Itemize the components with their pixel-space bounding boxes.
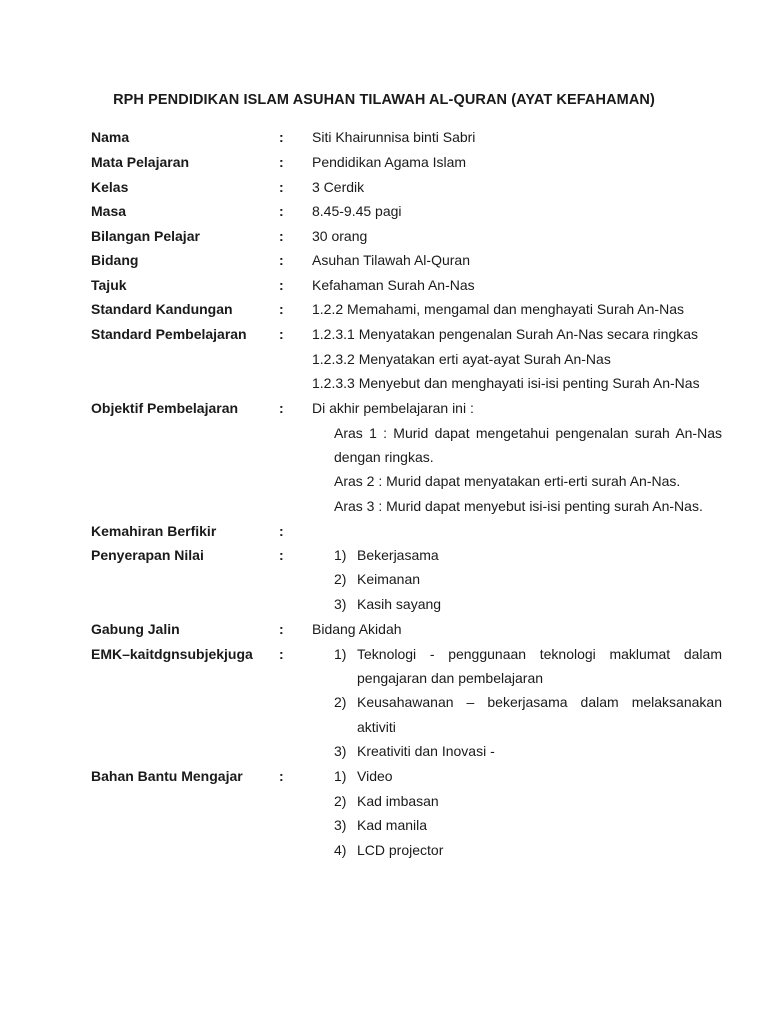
page-title: RPH PENDIDIKAN ISLAM ASUHAN TILAWAH AL-QURAN (AYAT KEFAHAMAN) [113, 92, 655, 108]
field-label: Mata Pelajaran [91, 154, 190, 170]
field-separator: : [279, 154, 284, 170]
list-row [0, 718, 768, 742]
field-bidang [0, 251, 768, 275]
field-tajuk [0, 276, 768, 300]
field-continuation [0, 374, 768, 398]
list-item: Keimanan [357, 571, 421, 587]
list-number: 2) [334, 694, 347, 710]
field-separator: : [279, 129, 284, 145]
field-value: Siti Khairunnisa binti Sabri [312, 129, 476, 145]
objective-aras-1-cont [0, 448, 768, 472]
field-value: Kefahaman Surah An-Nas [312, 277, 475, 293]
objective-aras-3 [0, 497, 768, 521]
field-objektif [0, 399, 768, 423]
field-value: 1.2.3.2 Menyatakan erti ayat-ayat Surah An-Nas [312, 351, 611, 367]
field-emk [0, 645, 768, 669]
field-value: Pendidikan Agama Islam [312, 154, 467, 170]
list-number: 3) [334, 596, 347, 612]
field-value: 8.45-9.45 pagi [312, 203, 402, 219]
field-kemahiran-berfikir [0, 522, 768, 546]
field-continuation [0, 350, 768, 374]
field-nama [0, 128, 768, 152]
field-label: Penyerapan Nilai [91, 547, 204, 563]
field-label: Bidang [91, 252, 139, 268]
list-number: 1) [334, 547, 347, 563]
field-value: 30 orang [312, 228, 368, 244]
field-standard-pembelajaran [0, 325, 768, 349]
objective-aras-2 [0, 472, 768, 496]
list-item: pengajaran dan pembelajaran [357, 670, 544, 686]
list-item: Kreativiti dan Inovasi - [357, 743, 495, 759]
list-row [0, 669, 768, 693]
list-row [0, 792, 768, 816]
list-row [0, 595, 768, 619]
list-number: 2) [334, 571, 347, 587]
list-item: Video [357, 768, 393, 784]
objective-aras-1 [0, 424, 768, 448]
field-separator: : [279, 252, 284, 268]
objective-text: Aras 3 : Murid dapat menyebut isi-isi penting surah An-Nas. [334, 498, 703, 514]
list-number: 3) [334, 743, 347, 759]
field-label: Kemahiran Berfikir [91, 523, 217, 539]
field-label: Standard Kandungan [91, 301, 233, 317]
field-masa [0, 202, 768, 226]
field-mata-pelajaran [0, 153, 768, 177]
list-item: LCD projector [357, 842, 444, 858]
field-standard-kandungan [0, 300, 768, 324]
field-separator: : [279, 547, 284, 563]
list-item: Kad imbasan [357, 793, 439, 809]
field-label: Kelas [91, 179, 129, 195]
field-separator: : [279, 523, 284, 539]
field-value: 1.2.2 Memahami, mengamal dan menghayati Surah An-Nas [312, 301, 684, 317]
field-label: Nama [91, 129, 130, 145]
field-label: Masa [91, 203, 127, 219]
objective-text: Aras 1 : Murid dapat mengetahui pengenalan surah An-Nas [334, 425, 722, 441]
field-separator: : [279, 646, 284, 662]
list-row [0, 816, 768, 840]
field-separator: : [279, 277, 284, 293]
list-item: aktiviti [357, 719, 396, 735]
objective-text: dengan ringkas. [334, 449, 434, 465]
field-gabung-jalin [0, 620, 768, 644]
list-number: 1) [334, 768, 347, 784]
list-number: 3) [334, 817, 347, 833]
field-label: EMK–kaitdgnsubjekjuga [91, 646, 253, 662]
list-item: Kasih sayang [357, 596, 442, 612]
field-separator: : [279, 301, 284, 317]
list-row [0, 742, 768, 766]
field-separator: : [279, 621, 284, 637]
list-item: Teknologi - penggunaan teknologi maklumat dalam [357, 646, 722, 662]
list-item: Keusahawanan – bekerjasama dalam melaksanakan [357, 694, 722, 710]
list-number: 4) [334, 842, 347, 858]
list-item: Kad manila [357, 817, 428, 833]
field-separator: : [279, 768, 284, 784]
field-separator: : [279, 326, 284, 342]
field-label: Standard Pembelajaran [91, 326, 247, 342]
field-label: Bilangan Pelajar [91, 228, 200, 244]
field-separator: : [279, 228, 284, 244]
field-kelas [0, 178, 768, 202]
list-row [0, 570, 768, 594]
field-value: Asuhan Tilawah Al-Quran [312, 252, 470, 268]
field-separator: : [279, 203, 284, 219]
field-bahan-bantu [0, 767, 768, 791]
field-value: Bidang Akidah [312, 621, 402, 637]
field-penyerapan-nilai [0, 546, 768, 570]
field-value: 3 Cerdik [312, 179, 365, 195]
field-bilangan-pelajar [0, 227, 768, 251]
list-row [0, 693, 768, 717]
field-label: Bahan Bantu Mengajar [91, 768, 243, 784]
field-label: Tajuk [91, 277, 127, 293]
list-item: Bekerjasama [357, 547, 439, 563]
list-number: 1) [334, 646, 347, 662]
field-separator: : [279, 179, 284, 195]
field-separator: : [279, 400, 284, 416]
field-value: Di akhir pembelajaran ini : [312, 400, 474, 416]
field-value: 1.2.3.3 Menyebut dan menghayati isi-isi penting Surah An-Nas [312, 375, 700, 391]
list-row [0, 841, 768, 865]
objective-text: Aras 2 : Murid dapat menyatakan erti-erti surah An-Nas. [334, 473, 681, 489]
field-label: Gabung Jalin [91, 621, 180, 637]
field-value: 1.2.3.1 Menyatakan pengenalan Surah An-Nas secara ringkas [312, 326, 699, 342]
list-number: 2) [334, 793, 347, 809]
field-label: Objektif Pembelajaran [91, 400, 239, 416]
